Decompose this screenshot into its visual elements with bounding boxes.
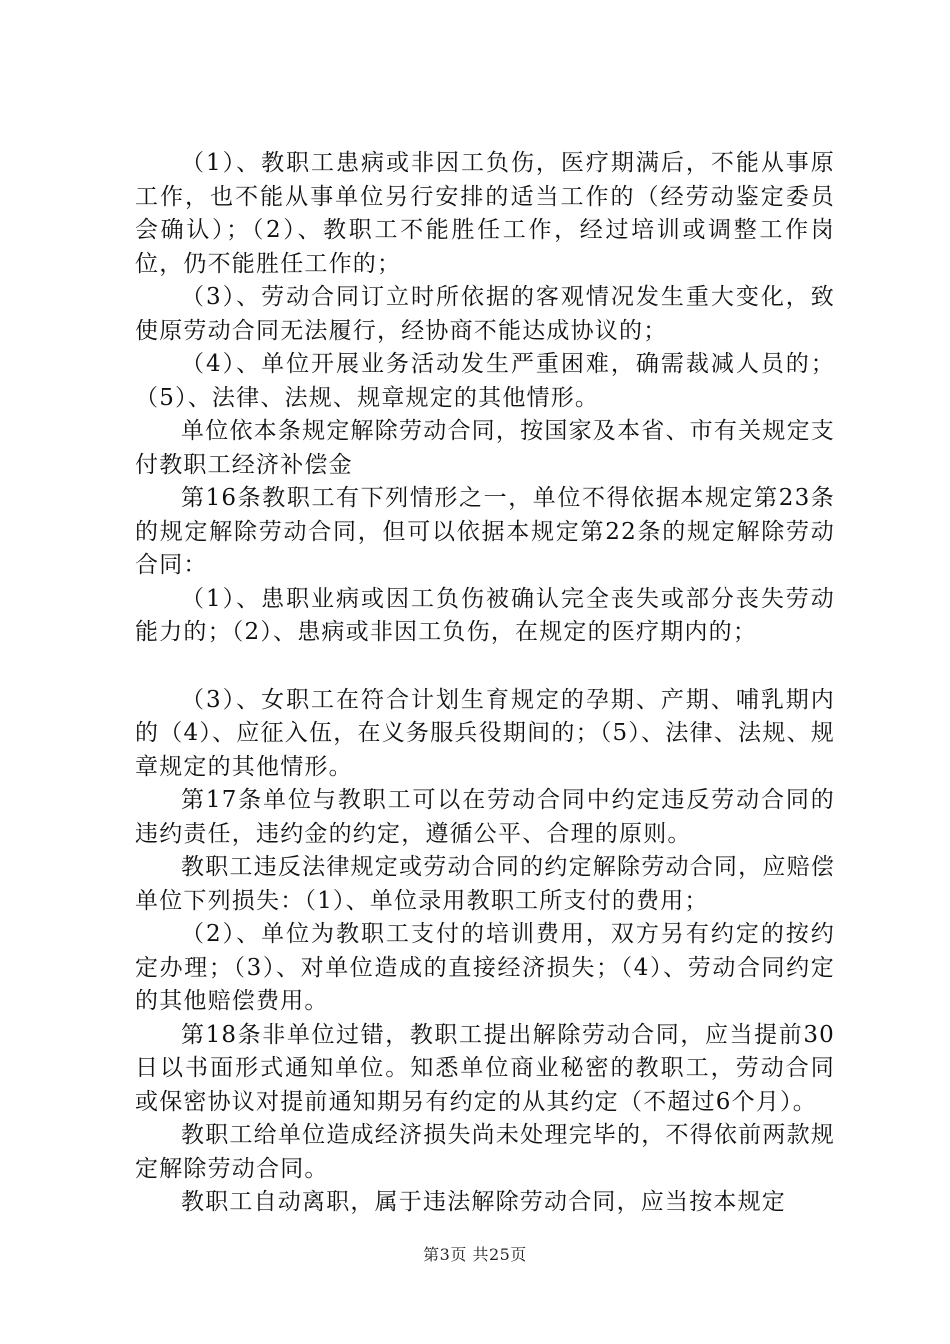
paragraph-gap: [135, 650, 835, 684]
paragraph: 教职工自动离职，属于违法解除劳动合同，应当按本规定: [181, 1189, 786, 1215]
paragraph: （2）、单位为教职工支付的培训费用，双方另有约定的按约定办理；（3）、对单位造成的直接经济损失；（4）、劳动合同约定的其他赔偿费用。: [135, 921, 835, 1014]
paragraph: 教职工给单位造成经济损失尚未处理完毕的，不得依前两款规定解除劳动合同。: [135, 1122, 835, 1182]
paragraph: （1）、教职工患病或非因工负伤，医疗期满后，不能从事原工作，也不能从事单位另行安排的适当工作的（经劳动鉴定委员会确认）；（2）、教职工不能胜任工作，经过培训或调整工作岗位，仍不能胜任工作的；: [135, 150, 835, 277]
paragraph: 第17条单位与教职工可以在劳动合同中约定违反劳动合同的违约责任，违约金的约定，遵循公平、合理的原则。: [135, 787, 835, 847]
paragraph: 教职工违反法律规定或劳动合同的约定解除劳动合同，应赔偿单位下列损失：（1）、单位录用教职工所支付的费用；: [135, 854, 835, 914]
paragraph: 第16条教职工有下列情形之一，单位不得依据本规定第23条的规定解除劳动合同，但可以依据本规定第22条的规定解除劳动合同：: [135, 485, 835, 578]
paragraph: （4）、单位开展业务活动发生严重困难，确需裁减人员的；（5）、法律、法规、规章规定的其他情形。: [135, 351, 835, 411]
paragraph: （3）、女职工在符合计划生育规定的孕期、产期、哺乳期内的（4）、应征入伍，在义务服兵役期间的；（5）、法律、法规、规章规定的其他情形。: [135, 686, 835, 780]
document-body: [135, 147, 835, 1220]
paragraph: （1）、患职业病或因工负伤被确认完全丧失或部分丧失劳动能力的；（2）、患病或非因工负伤，在规定的医疗期内的；: [135, 585, 835, 645]
paragraph: 第18条非单位过错，教职工提出解除劳动合同，应当提前30日以书面形式通知单位。知悉单位商业秘密的教职工，劳动合同或保密协议对提前通知期另有约定的从其约定（不超过6个月）。: [135, 1021, 835, 1115]
paragraph: （3）、劳动合同订立时所依据的客观情况发生重大变化，致使原劳动合同无法履行，经协商不能达成协议的；: [135, 284, 835, 344]
page-footer: 第3页 共25页: [423, 1245, 527, 1264]
paragraph: 单位依本条规定解除劳动合同，按国家及本省、市有关规定支付教职工经济补偿金: [135, 418, 835, 478]
